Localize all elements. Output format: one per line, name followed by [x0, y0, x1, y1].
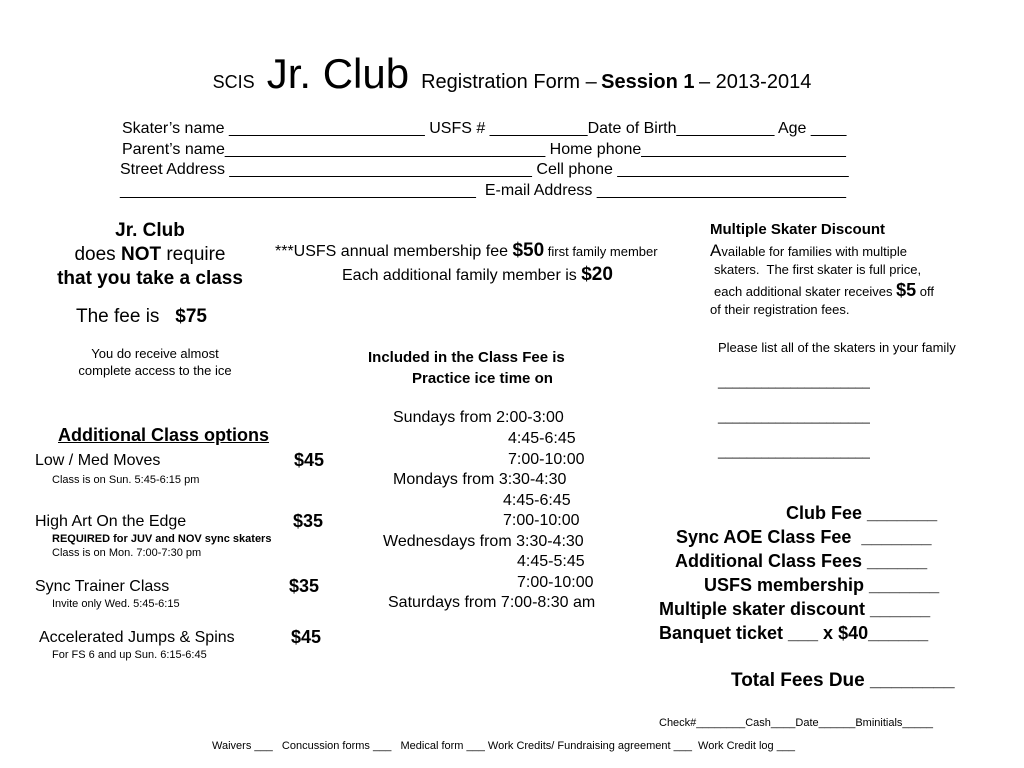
option-note: Class is on Mon. 7:00-7:30 pm: [52, 547, 202, 559]
option-note: For FS 6 and up Sun. 6:15-6:45: [52, 649, 207, 661]
option-price: $45: [291, 627, 322, 647]
option-note-required: REQUIRED for JUV and NOV sync skaters: [52, 533, 272, 545]
fee-label: The fee is: [76, 306, 160, 327]
club-fee-line: [76, 306, 207, 328]
schedule-line: 7:00-10:00: [517, 574, 594, 591]
checklist-footer: Waivers ___ Concussion forms ___ Medical form ___ Work Credits/ Fundraising agreement ___ Work Credit log ___: [212, 740, 796, 752]
discount-line-4: of their registration fees.: [710, 302, 850, 317]
sync-aoe-fee-blank: Sync AOE Class Fee _______: [676, 527, 932, 547]
season-year: – 2013-2014: [699, 71, 812, 93]
payment-info-line: Check#________Cash____Date______Bminitials_____: [659, 717, 933, 729]
discount-line-1: [710, 241, 907, 261]
not-text: NOT: [120, 244, 162, 265]
skater-list-blank: _____________________: [718, 409, 870, 424]
usfs-amount: $50: [512, 240, 545, 261]
schedule-line: 4:45-6:45: [508, 430, 576, 447]
option-name: Sync Trainer Class: [35, 578, 170, 595]
form-title: [0, 50, 1024, 98]
does-text: does: [74, 244, 121, 265]
option-price: $45: [294, 450, 325, 470]
option-price: $35: [289, 576, 320, 596]
included-heading-1: Included in the Class Fee is: [368, 349, 565, 366]
discount-heading: Multiple Skater Discount: [710, 221, 886, 238]
total-fees-due: Total Fees Due ________: [731, 670, 955, 691]
addl-amount: $20: [581, 264, 613, 285]
banquet-ticket-blank: Banquet ticket ___ x $40______: [659, 623, 929, 643]
discount-each: each additional skater receives: [714, 284, 897, 299]
skater-list-blank: _____________________: [718, 374, 870, 389]
option-note: Class is on Sun. 5:45-6:15 pm: [52, 474, 200, 486]
additional-class-fees-blank: Additional Class Fees ______: [675, 551, 928, 571]
schedule-line: Sundays from 2:00-3:00: [393, 409, 564, 426]
form-name: Registration Form –: [421, 71, 597, 93]
org-name: SCIS: [212, 72, 255, 92]
schedule-line: Mondays from 3:30-4:30: [393, 471, 567, 488]
usfs-prefix: ***USFS annual membership fee: [275, 243, 513, 260]
usfs-suffix: first family member: [544, 244, 658, 259]
discount-line-3: [714, 280, 934, 301]
skater-list-prompt: Please list all of the skaters in your family: [718, 340, 956, 355]
address-info-line: Street Address __________________________________ Cell phone __________________________: [120, 161, 849, 178]
option-name: Accelerated Jumps & Spins: [39, 629, 235, 646]
option-name: Low / Med Moves: [35, 452, 161, 469]
additional-options-heading: Additional Class options: [58, 425, 270, 445]
discount-cap-a: A: [710, 241, 722, 260]
club-name: Jr. Club: [266, 50, 410, 97]
schedule-line: 4:45-6:45: [503, 492, 571, 509]
multiple-skater-discount-blank: Multiple skater discount ______: [659, 599, 931, 619]
access-line-2: complete access to the ice: [78, 363, 232, 378]
schedule-line: 4:45-5:45: [517, 553, 585, 570]
parent-info-line: Parent’s name____________________________________ Home phone_______________________: [122, 141, 846, 158]
session-label: Session 1: [601, 71, 695, 93]
option-note: Invite only Wed. 5:45-6:15: [52, 598, 180, 610]
discount-line-2: skaters. The first skater is full price,: [714, 262, 922, 277]
schedule-line: 7:00-10:00: [508, 451, 585, 468]
discount-amount: $5: [896, 280, 917, 300]
schedule-line: Saturdays from 7:00-8:30 am: [388, 594, 596, 611]
option-price: $35: [293, 511, 324, 531]
no-class-required-line: [40, 244, 260, 266]
usfs-membership-blank: USFS membership _______: [704, 575, 940, 595]
additional-member-line: [342, 264, 613, 286]
email-info-line: ________________________________________ E-mail Address ____________________________: [120, 182, 847, 199]
require-text: require: [161, 244, 226, 265]
skater-info-line: Skater’s name ______________________ USFS # ___________Date of Birth___________ Age ____: [122, 120, 847, 137]
option-name: High Art On the Edge: [35, 513, 187, 530]
jr-club-heading: Jr. Club: [115, 220, 185, 241]
access-line-1: You do receive almost: [91, 346, 219, 361]
discount-off: off: [916, 284, 934, 299]
schedule-line: Wednesdays from 3:30-4:30: [383, 533, 584, 550]
club-fee-blank: Club Fee _______: [786, 503, 938, 523]
take-class-line: that you take a class: [57, 268, 243, 289]
skater-list-blank: _____________________: [718, 444, 870, 459]
usfs-fee-line: [275, 240, 658, 262]
included-heading-2: Practice ice time on: [412, 370, 553, 387]
discount-rest: vailable for families with multiple: [721, 244, 908, 259]
fee-value: $75: [175, 306, 207, 327]
schedule-line: 7:00-10:00: [503, 512, 580, 529]
addl-prefix: Each additional family member is: [342, 267, 582, 284]
